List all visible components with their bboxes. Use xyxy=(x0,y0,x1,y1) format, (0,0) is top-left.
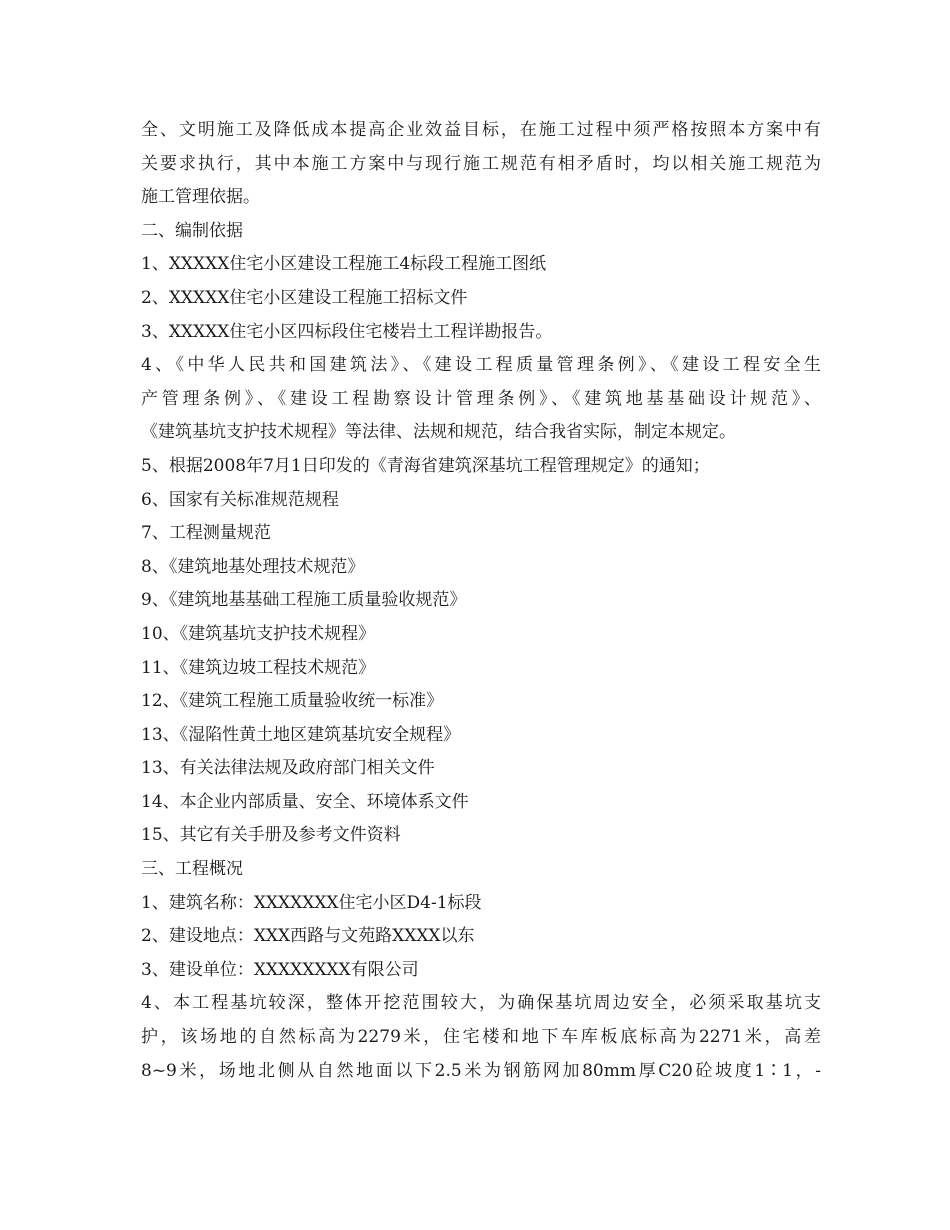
section-heading: 三、工程概况 xyxy=(141,859,243,880)
list-item: 1、XXXXX住宅小区建设工程施工4标段工程施工图纸 xyxy=(141,254,547,275)
list-item: 3、XXXXX住宅小区四标段住宅楼岩土工程详勘报告。 xyxy=(141,321,553,342)
list-item: 产管理条例》、《建设工程勘察设计管理条例》、《建筑地基基础设计规范》、 xyxy=(141,388,821,409)
list-item: 4、《中华人民共和国建筑法》、《建设工程质量管理条例》、《建设工程安全生 xyxy=(141,355,821,376)
document-body xyxy=(141,114,821,1088)
list-item: 1、建筑名称：XXXXXXX住宅小区D4-1标段 xyxy=(141,892,482,913)
list-item: 2、XXXXX住宅小区建设工程施工招标文件 xyxy=(141,287,468,308)
list-item: 14、本企业内部质量、安全、环境体系文件 xyxy=(141,791,469,812)
list-item: 9、《建筑地基基础工程施工质量验收规范》 xyxy=(141,590,467,611)
list-item: 15、其它有关手册及参考文件资料 xyxy=(141,825,401,846)
list-item: 5、根据2008年7月1日印发的《青海省建筑深基坑工程管理规定》的通知； xyxy=(141,455,710,476)
list-item: 4、本工程基坑较深，整体开挖范围较大，为确保基坑周边安全，必须采取基坑支 xyxy=(141,993,821,1014)
list-item: 8~9米，场地北侧从自然地面以下2.5米为钢筋网加80mm厚C20砼坡度1∶1，- xyxy=(141,1060,821,1081)
list-item: 8、《建筑地基处理技术规范》 xyxy=(141,556,365,577)
list-item: 13、有关法律法规及政府部门相关文件 xyxy=(141,758,435,779)
list-item: 10、《建筑基坑支护技术规程》 xyxy=(141,623,376,644)
paragraph-line: 关要求执行，其中本施工方案中与现行施工规范有相矛盾时，均以相关施工规范为 xyxy=(141,153,821,174)
list-item: 6、国家有关标准规范规程 xyxy=(141,489,339,510)
list-item: 护，该场地的自然标高为2279米，住宅楼和地下车库板底标高为2271米，高差 xyxy=(141,1027,821,1048)
list-item: 《建筑基坑支护技术规程》等法律、法规和规范，结合我省实际，制定本规定。 xyxy=(141,422,736,443)
section-heading: 二、编制依据 xyxy=(141,220,243,241)
paragraph-line: 全、文明施工及降低成本提高企业效益目标，在施工过程中须严格按照本方案中有 xyxy=(141,120,821,140)
list-item: 11、《建筑边坡工程技术规范》 xyxy=(141,657,376,678)
list-item: 7、工程测量规范 xyxy=(141,523,271,544)
list-item: 13、《湿陷性黄土地区建筑基坑安全规程》 xyxy=(141,724,461,745)
list-item: 2、建设地点：XXX西路与文苑路XXXX以东 xyxy=(141,926,475,947)
paragraph-line: 施工管理依据。 xyxy=(141,187,260,208)
list-item: 12、《建筑工程施工质量验收统一标准》 xyxy=(141,691,444,712)
list-item: 3、建设单位：XXXXXXXX有限公司 xyxy=(141,959,419,980)
